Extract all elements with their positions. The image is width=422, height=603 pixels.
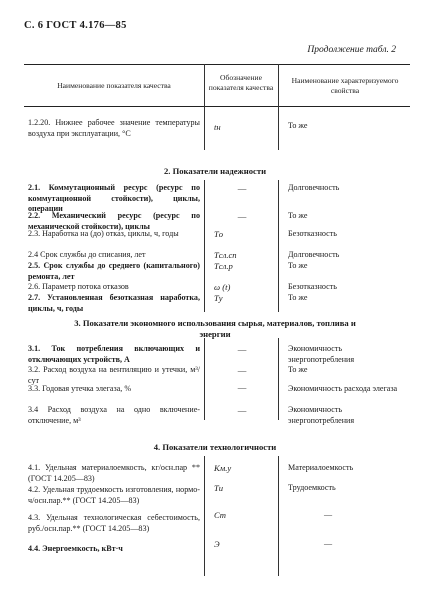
table-top-rule [24,64,410,65]
row-name: 3.3. Годовая утечка элегаза, % [28,384,132,393]
row-property: Экономичность энергопотребления [288,405,355,425]
row-property: Безотказность [288,282,337,291]
row-name: 4.1. Удельная материалоемкость, кг/осн.пар ** (ГОСТ 14.205—83) [28,463,200,483]
row-property: Долговечность [288,183,340,192]
row-name: 3.1. Ток потребления включающих и отключающих устройств, А [28,344,200,364]
row-name: 2.6. Параметр потока отказов [28,282,129,291]
body-divider-2c [278,338,279,420]
row-designation: Kм.у [214,463,232,473]
body-divider-1c [204,338,205,420]
row-name: 4.3. Удельная технологическая себестоимость, руб./осн.пар.** (ГОСТ 14.205—83) [28,513,200,533]
table-continuation-label: Продолжение табл. 2 [307,45,396,55]
row-property: То же [288,121,308,130]
row-name: 2.1. Коммутационный ресурс (ресурс по коммутационной стойкости), циклы, операции [28,183,200,214]
row-designation: Э [214,539,220,549]
row-property: Экономичность энергопотребления [288,344,355,364]
column-header-property: Наименование характеризуемого свойства [291,76,399,95]
body-divider-1d [204,456,205,576]
row-designation: Tсл.сп [214,250,237,260]
header-divider-1 [204,64,205,106]
row-designation: — [237,344,247,354]
row-designation: ω (t) [214,282,231,292]
row-designation: Cт [214,510,226,520]
row-property: Трудоемкость [288,483,336,492]
header-divider-2 [278,64,279,106]
row-designation: Tи [214,483,224,493]
row-property: То же [288,365,308,374]
row-name: 2.4 Срок службы до списания, лет [28,250,146,259]
row-name: 3.4 Расход воздуха на одно включение-отключение, м³ [28,405,200,425]
row-name: 4.4. Энергоемкость, кВт·ч [28,544,123,553]
row-designation: — [237,211,247,221]
section-title-reliability: 2. Показатели надежности [163,166,267,176]
row-property: Экономичность расхода элегаза [288,384,398,393]
page-code: С. 6 ГОСТ 4.176—85 [24,20,127,31]
row-name: 3.2. Расход воздуха на вентиляцию и утечки, м³/сут [28,365,200,385]
section-title-economy: 3. Показатели экономного использования сырья, материалов, топлива и энергии [74,318,356,339]
body-divider-2d [278,456,279,576]
table-header-bottom-rule [24,106,410,107]
column-header-designation: Обозначение показателя качества [208,73,274,92]
row-name: 2.3. Наработка на (до) отказ, циклы, ч, годы [28,229,179,238]
body-divider-1a [204,106,205,150]
row-name: 1.2.20. Нижнее рабочее значение температуры воздуха при эксплуатации, °С [28,118,200,138]
body-divider-1b [204,180,205,312]
row-designation: — [237,183,247,193]
row-property: — [324,510,333,519]
row-name: 2.7. Установленная безотказная наработка, циклы, ч, годы [28,293,200,313]
row-name: 2.5. Срок службы до среднего (капитального) ремонта, лет [28,261,200,281]
row-property: То же [288,293,308,302]
row-property: — [324,539,333,548]
body-divider-2b [278,180,279,312]
row-property: То же [288,211,308,220]
row-designation: Tу [214,293,223,303]
row-designation: Tсл.р [214,261,233,271]
row-property: Материалоемкость [288,463,354,472]
row-designation: — [237,365,247,375]
body-divider-2a [278,106,279,150]
row-designation: Tо [214,229,224,239]
row-property: Безотказность [288,229,337,238]
row-property: Долговечность [288,250,340,259]
section-title-manufacturability: 4. Показатели технологичности [153,442,277,452]
row-designation: — [237,405,247,415]
column-header-name: Наименование показателя качества [57,81,171,90]
row-designation: tн [214,122,221,132]
row-name: 2.2. Механический ресурс (ресурс по механической стойкости), циклы [28,211,200,231]
row-name: 4.2. Удельная трудоемкость изготовления, нормо-ч/осн.пар.** (ГОСТ 14.205—83) [28,485,200,505]
row-property: То же [288,261,308,270]
row-designation: — [237,382,247,392]
